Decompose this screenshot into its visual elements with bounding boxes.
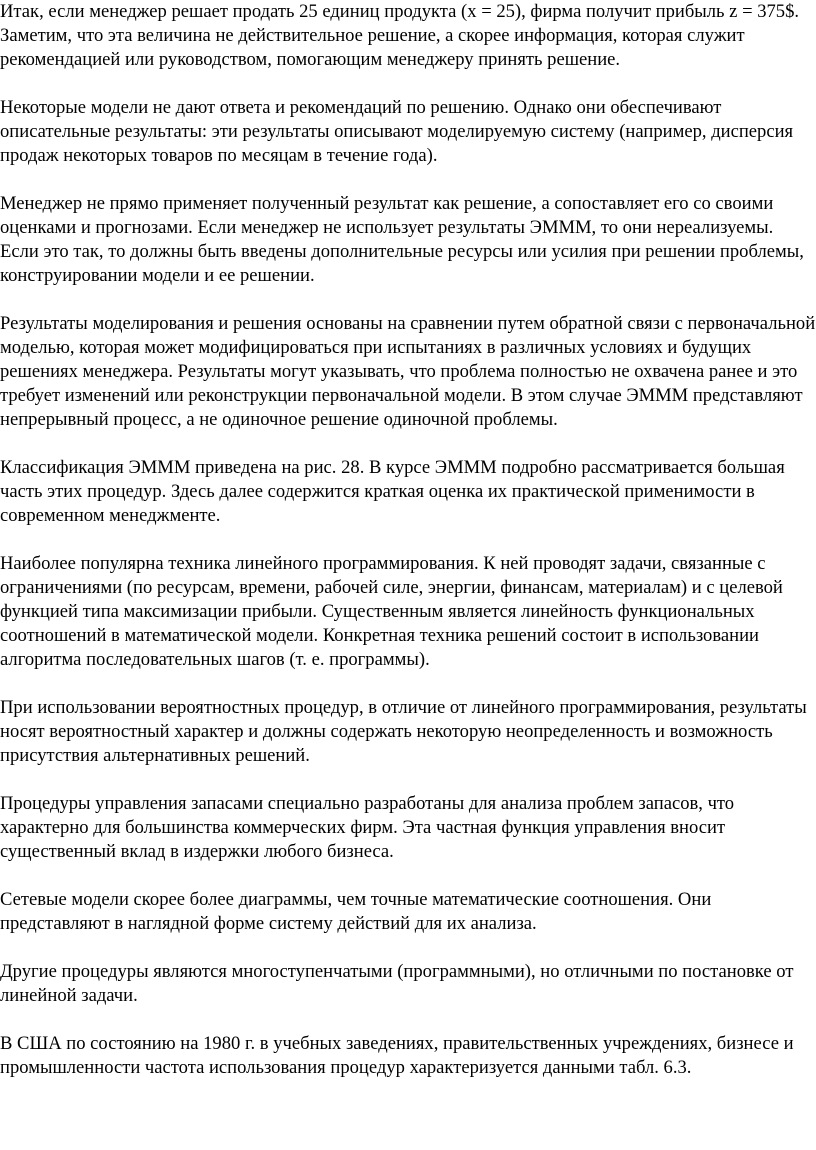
paragraph-10: Другие процедуры являются многоступенчатыми (программными), но отличными по постановке от линейной задачи. [0,961,794,1006]
paragraph-9: Сетевые модели скорее более диаграммы, чем точные математические соотношения. Они представляют в наглядной форме систему действий для их анализа. [0,889,712,934]
paragraph-11: В США по состоянию на 1980 г. в учебных заведениях, правительственных учреждениях, бизнесе и промышленности частота использования процедур характеризуется данными табл. 6.3. [0,1033,794,1078]
paragraph-5: Классификация ЭМММ приведена на рис. 28. В курсе ЭМММ подробно рассматривается большая часть этих процедур. Здесь далее содержится краткая оценка их практической применимости в современном менеджменте. [0,457,785,526]
paragraph-2: Некоторые модели не дают ответа и рекомендаций по решению. Однако они обеспечивают описательные результаты: эти результаты описывают моделируемую систему (например, дисперсия продаж некоторых товаров по месяцам в течение года). [0,97,794,166]
paragraph-8: Процедуры управления запасами специально разработаны для анализа проблем запасов, что характерно для большинства коммерческих фирм. Эта частная функция управления вносит существенный вклад в издержки любого бизнеса. [0,793,735,862]
paragraph-4: Результаты моделирования и решения основаны на сравнении путем обратной связи с первоначальной моделью, которая может модифицироваться при испытаниях в различных условиях и будущих решениях менеджера. Результаты могут указывать, что проблема полностью не охвачена ранее и это требует изменений или реконструкции первоначальной модели. В этом случае ЭМММ представляют непрерывный процесс, а не одиночное решение одиночной проблемы. [0,313,816,430]
paragraph-7: При использовании вероятностных процедур, в отличие от линейного программирования, результаты носят вероятностный характер и должны содержать некоторую неопределенность и возможность присутствия альтернативных решений. [0,697,807,766]
paragraph-3: Менеджер не прямо применяет полученный результат как решение, а сопоставляет его со своими оценками и прогнозами. Если менеджер не использует результаты ЭМММ, то они нереализуемы. Если это так, то должны быть введены дополнительные ресурсы или усилия при решении проблемы, конструировании модели и ее решении. [0,193,804,286]
paragraph-6: Наиболее популярна техника линейного программирования. К ней проводят задачи, связанные с ограничениями (по ресурсам, времени, рабочей силе, энергии, финансам, материалам) и с целевой функцией типа максимизации прибыли. Существенным является линейность функциональных соотношений в математической модели. Конкретная техника решений состоит в использовании алгоритма последовательных шагов (т. е. программы). [0,553,783,670]
paragraph-1: Итак, если менеджер решает продать 25 единиц продукта (x = 25), фирма получит прибыль z = 375$. Заметим, что эта величина не действительное решение, а скорее информация, которая служит рекомендацией или руководством, помогающим менеджеру принять решение. [0,1,800,70]
